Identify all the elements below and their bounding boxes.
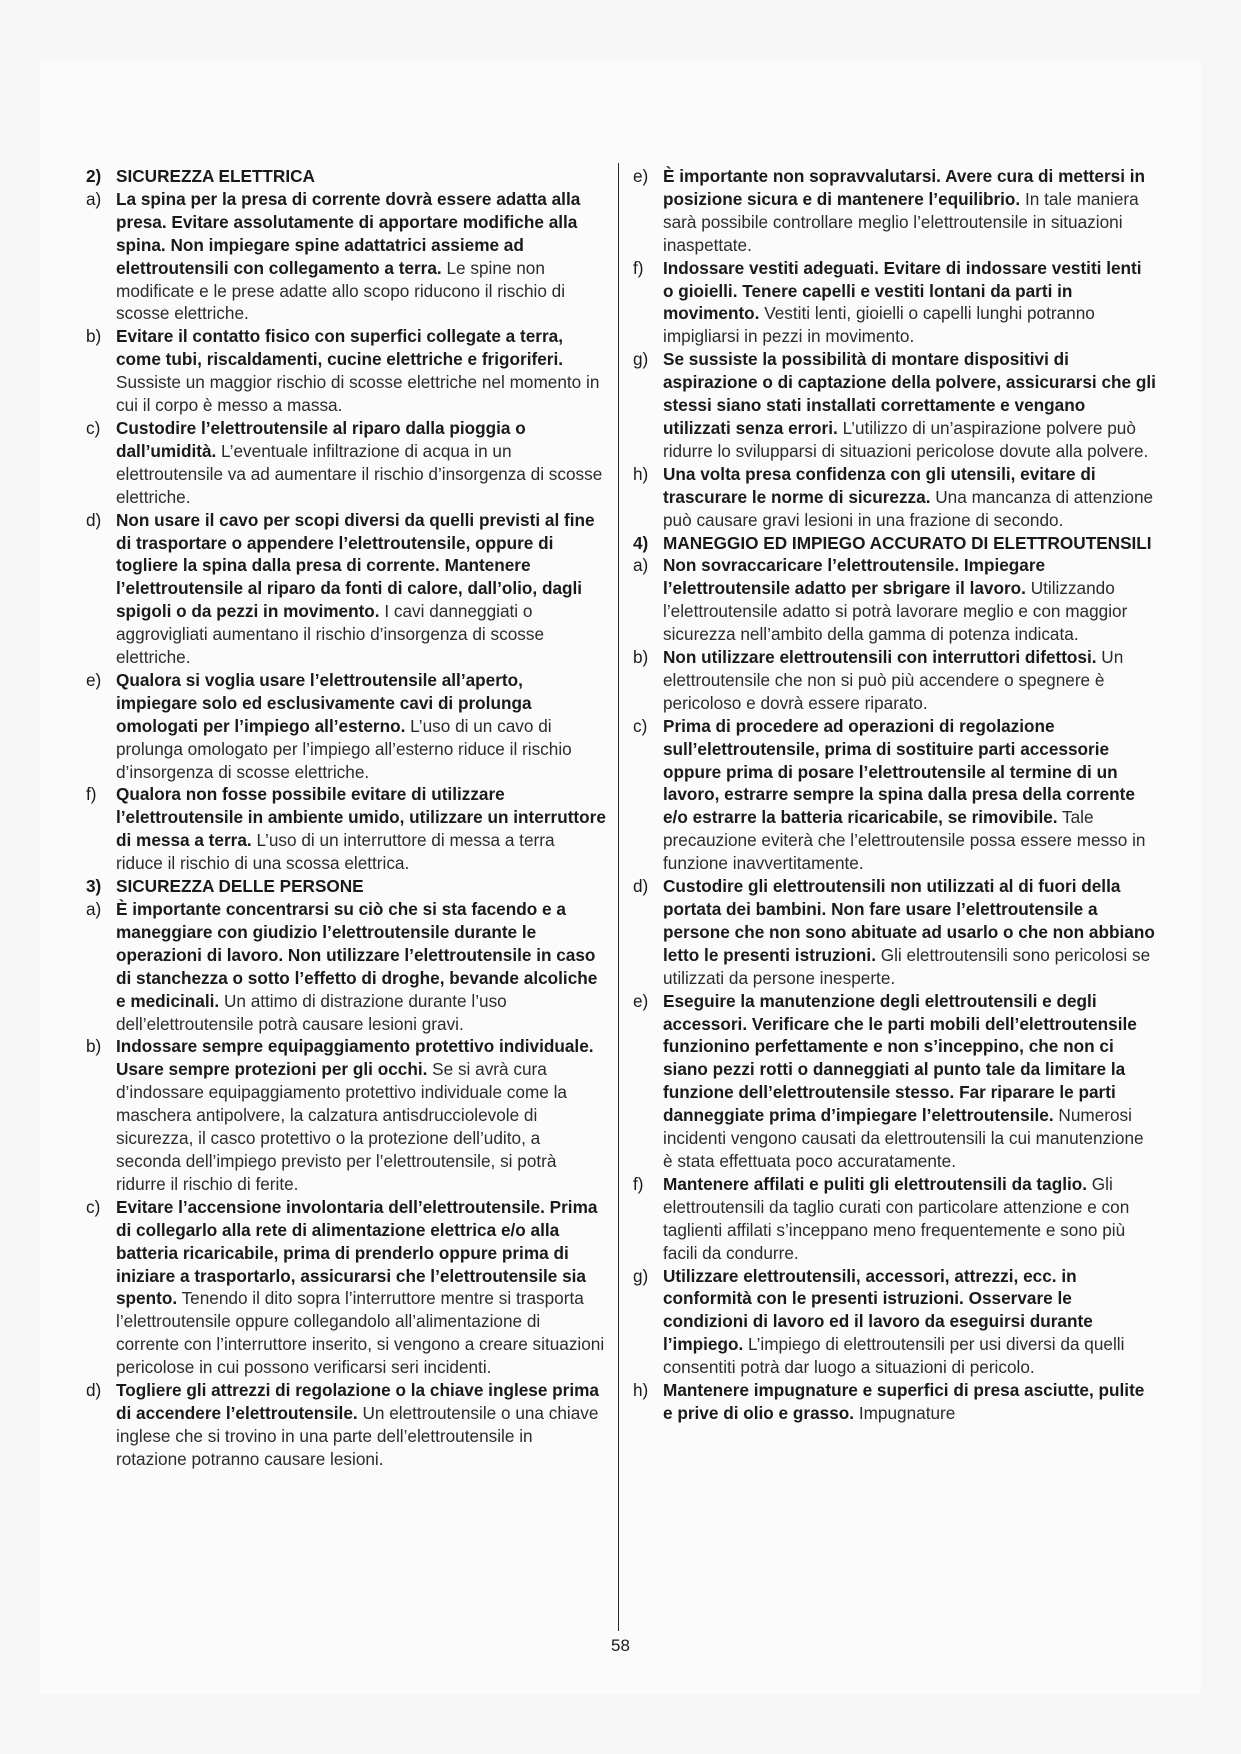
- item-letter: d): [633, 876, 649, 897]
- item-text: Un elettroutensile o una chiave inglese che si trovino in una parte dell’elettroutensile in rotazione potranno causare lesioni.: [116, 1402, 599, 1469]
- safety-item: [633, 1265, 1156, 1380]
- item-heading: Qualora si voglia usare l’elettroutensile all’aperto, impiegare solo ed esclusivamente cavi di prolunga omologati per l’impiego all’esterno.: [116, 669, 532, 736]
- item-heading: Togliere gli attrezzi di regolazione o la chiave inglese prima di accendere l’elettroutensile.: [116, 1380, 599, 1423]
- item-letter: c): [86, 417, 101, 438]
- page-number: 58: [611, 1636, 630, 1655]
- item-text: Tenendo il dito sopra l’interruttore mentre si trasporta l’elettroutensile oppure collegandolo all’alimentazione di corrente con l’interruttore inserito, si vengono a creare situazioni pericolose in cui possono verificarsi seri incidenti.: [116, 1288, 605, 1378]
- section-number: 3): [86, 876, 102, 897]
- item-letter: h): [633, 1380, 649, 1401]
- item-text: L’impiego di elettroutensili per usi diversi da quelli consentiti potrà dar luogo a situazioni di pericolo.: [663, 1334, 1125, 1378]
- item-heading: Custodire l’elettroutensile al riparo dalla pioggia o dall’umidità.: [116, 417, 526, 461]
- item-text: Se si avrà cura d’indossare equipaggiamento protettivo individuale come la maschera antipolvere, la calzatura antisdrucciolevole di sicurezza, il casco protettivo o la protezione dell’udito, a seconda dell’impiego previsto per l’elettroutensile, si potrà ridurre il rischio di ferite.: [116, 1059, 567, 1194]
- item-heading: Non utilizzare elettroutensili con interruttori difettosi.: [663, 647, 1097, 668]
- item-heading: Qualora non fosse possibile evitare di utilizzare l’elettroutensile in ambiente umido, utilizzare un interruttore di messa a terra.: [116, 784, 606, 851]
- item-text: Numerosi incidenti vengono causati da elettroutensili la cui manutenzione è stata effettuata poco accuratamente.: [663, 1105, 1144, 1171]
- item-letter: e): [86, 669, 102, 690]
- safety-item: [633, 463, 1156, 532]
- section-heading: [86, 165, 606, 188]
- safety-item: [633, 990, 1156, 1173]
- item-heading: Prima di procedere ad operazioni di regolazione sull’elettroutensile, prima di sostituire parti accessorie oppure prima di posare l’elettroutensile al termine di un lavoro, estrarre sempre la spina dalla presa della corrente e/o estrarre la batteria ricaricabile, se rimovibile.: [663, 715, 1135, 828]
- item-text: Le spine non modificate e le prese adatte allo scopo riducono il rischio di scosse elettriche.: [116, 257, 566, 324]
- item-text: Utilizzando l’elettroutensile adatto si potrà lavorare meglio e con maggior sicurezza nell’ambito della gamma di potenza indicata.: [663, 578, 1128, 645]
- item-letter: f): [633, 257, 644, 278]
- item-letter: c): [633, 715, 648, 736]
- item-heading: Utilizzare elettroutensili, accessori, attrezzi, ecc. in conformità con le presenti istruzioni. Osservare le condizioni di lavoro ed il lavoro da eseguirsi durante l’impiego.: [663, 1265, 1093, 1355]
- section-number: 2): [86, 166, 102, 186]
- item-text: Un attimo di distrazione durante l’uso dell’elettroutensile potrà causare lesioni gravi.: [116, 990, 507, 1034]
- item-heading: Evitare il contatto fisico con superfici collegate a terra, come tubi, riscaldamenti, cucine elettriche e frigoriferi.: [116, 326, 564, 370]
- item-heading: Eseguire la manutenzione degli elettroutensili e degli accessori. Verificare che le parti mobili dell’elettroutensile funzionino perfettamente e non s’inceppino, che non ci siano pezzi rotti o danneggiati al punto tale da limitare la funzione dell’elettroutensile stesso. Far riparare le parti danneggiate prima d’impiegare l’elettroutensile.: [663, 990, 1137, 1126]
- item-text: Gli elettroutensili sono pericolosi se utilizzati da persone inesperte.: [663, 944, 1151, 988]
- left-column: [86, 165, 606, 1471]
- item-heading: Indossare vestiti adeguati. Evitare di indossare vestiti lenti o gioielli. Tenere capelli e vestiti lontani da parti in movimento.: [663, 257, 1142, 324]
- safety-item: [86, 898, 606, 1035]
- item-heading: Non sovraccaricare l’elettroutensile. Impiegare l’elettroutensile adatto per sbrigare il lavoro.: [663, 555, 1046, 599]
- item-text: In tale maniera sarà possibile controllare meglio l’elettroutensile in situazioni inaspettate.: [663, 188, 1139, 255]
- item-text: Una mancanza di attenzione può causare gravi lesioni in una frazione di secondo.: [663, 486, 1154, 530]
- item-letter: f): [86, 784, 97, 805]
- item-text: L’uso di un cavo di prolunga omologato per l’impiego all’esterno riduce il rischio d’insorgenza di scosse elettriche.: [116, 715, 572, 782]
- item-heading: Se sussiste la possibilità di montare dispositivi di aspirazione o di captazione della polvere, assicurarsi che gli stessi siano stati installati correttamente e vengano utilizzati senza errori.: [663, 349, 1156, 438]
- item-letter: a): [633, 555, 649, 576]
- safety-item: [86, 188, 606, 325]
- item-heading: Non usare il cavo per scopi diversi da quelli previsti al fine di trasportare o appendere l’elettroutensile, oppure di togliere la spina dalla presa di corrente. Mantenere l’elettroutensile al riparo da fonti di calore, dall’olio, dagli spigoli o da pezzi in movimento.: [116, 509, 595, 622]
- item-letter: g): [633, 349, 649, 370]
- column-divider: [618, 163, 619, 1631]
- safety-item: [86, 1379, 606, 1471]
- item-letter: b): [86, 326, 102, 347]
- item-letter: e): [633, 166, 649, 186]
- item-heading: Evitare l’accensione involontaria dell’elettroutensile. Prima di collegarlo alla rete di alimentazione elettrica e/o alla batteria ricaricabile, prima di prenderlo oppure prima di iniziare a trasportarlo, assicurarsi che l’elettroutensile sia spento.: [116, 1196, 598, 1309]
- right-column: [633, 165, 1156, 1425]
- item-text: L’utilizzo di un’aspirazione polvere può ridurre lo svilupparsi di situazioni pericolose dovute alla polvere.: [663, 417, 1149, 461]
- section-heading: [86, 875, 606, 898]
- item-letter: g): [633, 1265, 649, 1286]
- safety-item: [86, 417, 606, 509]
- item-letter: e): [633, 990, 649, 1011]
- safety-item: [633, 165, 1156, 257]
- safety-item: [86, 669, 606, 784]
- safety-item: [633, 348, 1156, 463]
- item-text: L’eventuale infiltrazione di acqua in un elettroutensile va ad aumentare il rischio d’insorgenza di scosse elettriche.: [116, 440, 603, 507]
- item-heading: È importante concentrarsi su ciò che si sta facendo e a maneggiare con giudizio l’elettroutensile durante le operazioni di lavoro. Non utilizzare l’elettroutensile in caso di stanchezza o sotto l’effetto di droghe, bevande alcoliche e medicinali.: [116, 899, 598, 1011]
- safety-item: [633, 646, 1156, 715]
- item-letter: h): [633, 463, 649, 484]
- item-letter: b): [86, 1036, 102, 1057]
- safety-item: [86, 325, 606, 417]
- safety-item: [633, 1173, 1156, 1265]
- item-heading: Custodire gli elettroutensili non utilizzati al di fuori della portata dei bambini. Non fare usare l’elettroutensile a persone che non sono abituate ad usarlo o che non abbiano letto le presenti istruzioni.: [663, 876, 1155, 965]
- item-letter: d): [86, 509, 102, 530]
- item-text: L’uso di un interruttore di messa a terra riduce il rischio di una scossa elettrica.: [116, 830, 555, 874]
- item-heading: La spina per la presa di corrente dovrà essere adatta alla presa. Evitare assolutamente di apportare modifiche alla spina. Non impiegare spine adattatrici assieme ad elettroutensili con collegamento a terra.: [116, 188, 581, 278]
- item-letter: d): [86, 1380, 102, 1401]
- safety-item: [86, 1196, 606, 1379]
- safety-item: [86, 509, 606, 669]
- item-letter: a): [86, 188, 102, 209]
- item-text: Impugnature: [854, 1402, 956, 1423]
- item-heading: Mantenere affilati e puliti gli elettroutensili da taglio.: [663, 1173, 1088, 1194]
- safety-item: [633, 257, 1156, 349]
- safety-item: [86, 1035, 606, 1195]
- item-letter: a): [86, 899, 102, 919]
- item-text: Tale precauzione eviterà che l’elettroutensile possa essere messo in funzione inavvertitamente.: [663, 807, 1146, 874]
- item-text: Sussiste un maggior rischio di scosse elettriche nel momento in cui il corpo è messo a massa.: [116, 372, 600, 416]
- item-heading: È importante non sopravvalutarsi. Avere cura di mettersi in posizione sicura e di mantenere l’equilibrio.: [663, 166, 1146, 209]
- section-title-text: MANEGGIO ED IMPIEGO ACCURATO DI ELETTROUTENSILI: [663, 532, 1152, 553]
- item-letter: c): [86, 1196, 101, 1217]
- section-heading: [633, 532, 1156, 555]
- section-title-text: SICUREZZA ELETTRICA: [116, 166, 315, 186]
- item-text: Un elettroutensile che non si può più accendere o spegnere è pericoloso e dovrà essere riparato.: [663, 647, 1124, 713]
- item-text: I cavi danneggiati o aggrovigliati aumentano il rischio d’insorgenza di scosse elettriche.: [116, 601, 545, 668]
- safety-item: [633, 875, 1156, 990]
- item-letter: b): [633, 647, 649, 668]
- safety-item: [86, 783, 606, 875]
- section-number: 4): [633, 532, 649, 553]
- item-text: Gli elettroutensili da taglio curati con particolare attenzione e con taglienti affilati s’inceppano meno frequentemente e sono più facili da condurre.: [663, 1173, 1130, 1263]
- safety-item: [633, 715, 1156, 875]
- section-title-text: SICUREZZA DELLE PERSONE: [116, 876, 364, 897]
- item-text: Vestiti lenti, gioielli o capelli lunghi potranno impigliarsi in pezzi in movimento.: [663, 303, 1095, 347]
- item-heading: Indossare sempre equipaggiamento protettivo individuale. Usare sempre protezioni per gli occhi.: [116, 1036, 594, 1080]
- item-letter: f): [633, 1173, 644, 1194]
- safety-item: [633, 554, 1156, 646]
- item-heading: Mantenere impugnature e superfici di presa asciutte, pulite e prive di olio e grasso.: [663, 1380, 1145, 1423]
- safety-item: [633, 1379, 1156, 1425]
- item-heading: Una volta presa confidenza con gli utensili, evitare di trascurare le norme di sicurezza.: [663, 463, 1096, 507]
